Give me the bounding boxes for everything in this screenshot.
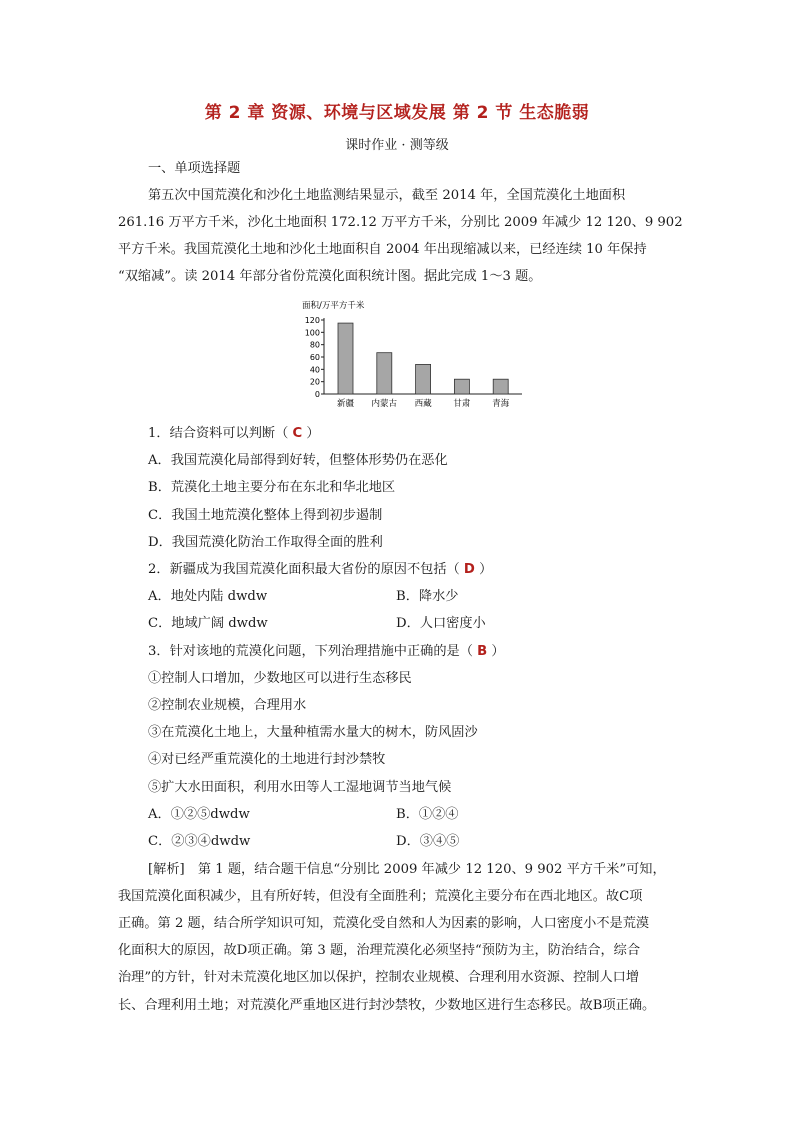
chart-svg — [300, 298, 530, 416]
option-b: B．①②④ — [396, 807, 459, 822]
answer-badge: D — [463, 562, 475, 577]
option-c: C．②③④dwdw — [148, 834, 251, 849]
option-c: C．地域广阔 dwdw — [148, 616, 268, 631]
question-stem-text: 1．结合资料可以判断（ — [148, 426, 289, 441]
question-3-stem — [148, 643, 505, 661]
option-a: A．地处内陆 dwdw — [148, 589, 268, 604]
chart-y-tick-label: 80 — [309, 340, 320, 350]
option-a: A．我国荒漠化局部得到好转，但整体形势仍在恶化 — [148, 453, 448, 468]
question-stem-close: ） — [491, 644, 505, 659]
measure-item: ④对已经严重荒漠化的土地进行封沙禁牧 — [148, 752, 386, 767]
question-1-stem — [148, 425, 320, 443]
chart-x-tick-label: 西藏 — [414, 399, 432, 409]
analysis-line: 长、合理利用土地；对荒漠化严重地区进行封沙禁牧，少数地区进行生态移民。故B项正确。 — [118, 998, 656, 1013]
measure-item: ②控制农业规模，合理用水 — [148, 698, 307, 713]
chart-y-tick-label: 0 — [314, 390, 320, 399]
chart-y-ticks — [305, 316, 324, 399]
chart-y-tick-label: 20 — [309, 377, 320, 387]
chart-y-tick-label: 40 — [309, 365, 320, 375]
option-d: D．人口密度小 — [396, 616, 486, 631]
option-b: B．降水少 — [396, 589, 459, 604]
chart-y-tick-label: 120 — [304, 316, 320, 325]
chart-x-ticks — [337, 398, 510, 409]
chart-x-tick-label: 内蒙古 — [371, 399, 398, 409]
question-stem-text: 3．针对该地的荒漠化问题，下列治理措施中正确的是（ — [148, 644, 473, 659]
option-c: C．我国土地荒漠化整体上得到初步遏制 — [148, 508, 383, 523]
chart-bars — [338, 323, 508, 394]
passage-line: 261.16 万平方千米，沙化土地面积 172.12 万平方千米，分别比 2009 年减少 12 120、9 902 — [118, 215, 683, 230]
chart-y-tick-label: 60 — [309, 353, 320, 362]
question-stem-text: 2．新疆成为我国荒漠化面积最大省份的原因不包括（ — [148, 562, 460, 577]
section-heading: 一、单项选择题 — [148, 161, 241, 176]
chart-bar — [493, 379, 508, 394]
option-b: B．荒漠化土地主要分布在东北和华北地区 — [148, 480, 396, 495]
analysis-line: 我国荒漠化面积减少，且有所好转，但没有全面胜利；荒漠化主要分布在西北地区。故C项 — [118, 889, 643, 904]
answer-badge: B — [477, 644, 488, 659]
bar-chart — [300, 298, 530, 420]
chart-x-tick-label: 青海 — [492, 399, 510, 409]
measure-item: ①控制人口增加，少数地区可以进行生态移民 — [148, 671, 412, 686]
analysis-line: 化面积大的原因，故D项正确。第 3 题，治理荒漠化必须坚持“预防为主，防治结合，综合 — [118, 943, 641, 958]
chart-y-label: 面积/万平方千米 — [302, 301, 365, 311]
page-subtitle: 课时作业 · 测等级 — [345, 138, 449, 153]
option-a: A．①②⑤dwdw — [148, 807, 250, 822]
chart-bar — [416, 364, 431, 394]
chart-bar — [338, 323, 353, 394]
chart-bar — [454, 379, 469, 394]
question-2-stem — [148, 561, 492, 579]
answer-badge: C — [292, 426, 303, 441]
passage-line: 第五次中国荒漠化和沙化土地监测结果显示，截至 2014 年，全国荒漠化土地面积 — [148, 188, 626, 203]
chart-y-tick-label: 100 — [304, 328, 320, 338]
analysis-line: [解析] 第 1 题，结合题干信息“分别比 2009 年减少 12 120、9 902 平方千米”可知， — [148, 862, 666, 877]
page-title: 第 2 章 资源、环境与区域发展 第 2 节 生态脆弱 — [204, 103, 590, 123]
option-d: D．我国荒漠化防治工作取得全面的胜利 — [148, 535, 383, 550]
passage-line: 平方千米。我国荒漠化土地和沙化土地面积自 2004 年出现缩减以来，已经连续 10 年保持 — [118, 242, 647, 257]
analysis-line: 正确。第 2 题，结合所学知识可知，荒漠化受自然和人为因素的影响，人口密度小不是荒漠 — [118, 916, 650, 931]
analysis-line: 治理”的方针，针对未荒漠化地区加以保护，控制农业规模、合理利用水资源、控制人口增 — [118, 970, 640, 985]
passage-line: “双缩减”。读 2014 年部分省份荒漠化面积统计图。据此完成 1～3 题。 — [118, 269, 542, 284]
question-stem-close: ） — [479, 562, 493, 577]
chart-x-tick-label: 新疆 — [336, 399, 355, 409]
question-stem-close: ） — [306, 426, 320, 441]
option-d: D．③④⑤ — [396, 834, 460, 849]
measure-item: ⑤扩大水田面积，利用水田等人工湿地调节当地气候 — [148, 780, 452, 795]
chart-bar — [377, 353, 392, 394]
measure-item: ③在荒漠化土地上，大量种植需水量大的树木，防风固沙 — [148, 725, 478, 740]
chart-x-tick-label: 甘肃 — [453, 399, 471, 409]
